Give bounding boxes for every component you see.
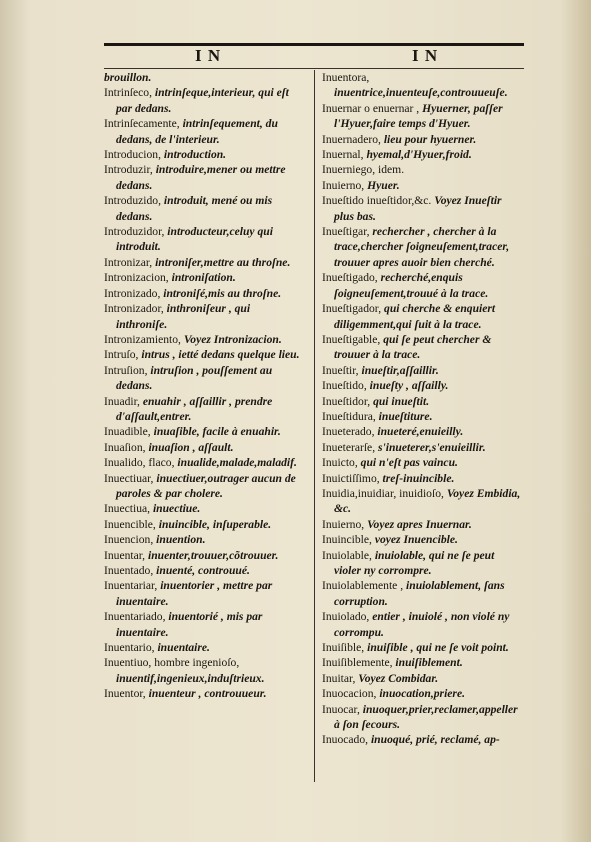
entry-headword: Intrinſecamente, <box>104 117 180 131</box>
dictionary-entry <box>322 732 522 747</box>
dictionary-entry <box>104 255 304 270</box>
dictionary-entry <box>104 686 304 701</box>
entry-headword: Inuicto, <box>322 456 358 470</box>
entry-headword: Intronizacion, <box>104 271 169 285</box>
entry-translation: inuocation,priere. <box>379 687 465 701</box>
dictionary-entry <box>322 332 522 363</box>
entry-headword: Inueſtido, <box>322 379 367 393</box>
entry-headword: Inuencion, <box>104 533 154 547</box>
dictionary-entry <box>322 162 522 177</box>
column-divider <box>314 70 315 782</box>
entry-headword: Inuocar, <box>322 702 360 716</box>
dictionary-entry <box>322 532 522 547</box>
entry-headword: Inueſtigable, <box>322 332 381 346</box>
entry-headword: Inuectiua, <box>104 502 151 516</box>
dictionary-entry <box>104 116 304 147</box>
dictionary-entry <box>104 332 304 347</box>
dictionary-entry <box>322 655 522 670</box>
entry-translation: inuectiue. <box>152 502 201 516</box>
dictionary-entry <box>104 424 304 439</box>
entry-translation: recherché,enquis ſoigneuſement,trouué à la trace. <box>334 271 489 300</box>
dictionary-entry <box>104 609 304 640</box>
entry-headword: Inueſtigar, <box>322 225 370 239</box>
entry-translation: intruſion , pouſſement au dedans. <box>116 363 273 393</box>
entry-translation: Voyez Intronizacion. <box>183 332 282 346</box>
entry-translation: inuiolablement, ſans corruption. <box>334 579 505 608</box>
entry-headword: Inuiſiblemente, <box>322 656 393 670</box>
running-head-right: I N <box>412 46 439 65</box>
entry-headword: Introduzidor, <box>104 225 165 239</box>
dictionary-entry <box>104 532 304 547</box>
entry-headword: Intruſo, <box>104 348 139 362</box>
dictionary-entry <box>322 671 522 686</box>
entry-translation: qui ſe peut chercher & trouuer à la trace. <box>334 332 492 362</box>
entry-headword: Inuerniego, idem. <box>322 163 405 177</box>
dictionary-entry <box>104 301 304 332</box>
entry-translation: Voyez Embidia, &c. <box>334 486 521 516</box>
entry-headword: Introduzir, <box>104 163 153 177</box>
entry-translation: inuentorier , mettre par inuentaire. <box>116 579 273 608</box>
dictionary-entry <box>322 409 522 424</box>
entry-headword: Inuencible, <box>104 517 156 531</box>
entry-translation: intrinſequement, du dedans, de l'interieur. <box>116 117 278 146</box>
entry-translation: introduction. <box>163 148 227 162</box>
entry-translation: Voyez apres Inuernar. <box>367 517 472 531</box>
entry-translation: inuectiuer,outrager aucun de paroles & par cholere. <box>116 471 296 500</box>
entry-translation: brouillon. <box>104 71 152 84</box>
entry-headword: Intruſion, <box>104 363 148 377</box>
entry-translation: inuincible, inſuperable. <box>158 517 272 531</box>
entry-translation: qui cherche & enquiert diligemment,qui ſuit à la trace. <box>334 302 496 331</box>
entry-translation: intrinſeque,interieur, qui eſt par dedans. <box>116 86 289 115</box>
dictionary-entry <box>322 686 522 701</box>
dictionary-entry <box>104 70 304 85</box>
entry-headword: Intronizado, <box>104 286 161 300</box>
entry-translation: treſ-inuincible. <box>382 471 455 485</box>
entry-translation: inuentorié , mis par inuentaire. <box>116 610 263 639</box>
dictionary-entry <box>322 70 522 101</box>
dictionary-entry <box>104 517 304 532</box>
dictionary-entry <box>322 147 522 162</box>
dictionary-entry <box>104 471 304 502</box>
entry-headword: Intronizar, <box>104 255 153 269</box>
dictionary-entry <box>104 224 304 255</box>
dictionary-entry <box>322 702 522 733</box>
entry-headword: Inuentado, <box>104 564 154 577</box>
dictionary-entry <box>104 501 304 516</box>
right-column <box>322 70 522 748</box>
entry-headword: Inueſtidura, <box>322 409 376 423</box>
entry-headword: Inuentariado, <box>104 610 166 624</box>
entry-headword: Inueſtigado, <box>322 271 378 285</box>
dictionary-entry <box>322 609 522 640</box>
entry-translation: rechercher , chercher à la trace,chercher ſoigneuſement,tracer, trouuer apres auoir bien cherché. <box>334 225 510 269</box>
dictionary-entry <box>104 270 304 285</box>
dictionary-entry <box>104 640 304 655</box>
entry-translation: inuentrice,inuenteuſe,controuueuſe. <box>334 86 508 100</box>
entry-headword: Inuentar, <box>104 548 146 562</box>
entry-headword: Inuiſible, <box>322 641 365 655</box>
dictionary-entry <box>104 578 304 609</box>
dictionary-entry <box>104 394 304 425</box>
dictionary-entry <box>104 147 304 162</box>
entry-headword: Inuiolablemente , <box>322 579 404 593</box>
dictionary-entry <box>322 270 522 301</box>
entry-headword: Inuernal, <box>322 148 364 162</box>
entry-headword: Intronizador, <box>104 302 164 316</box>
entry-translation: inualide,malade,maladif. <box>177 456 297 470</box>
entry-headword: Inuentora, <box>322 71 370 84</box>
entry-headword: Inuernar o enuernar , <box>322 101 420 115</box>
entry-headword: Inuitar, <box>322 671 356 685</box>
dictionary-entry <box>322 548 522 579</box>
entry-translation: inueſtiture. <box>378 409 433 423</box>
dictionary-entry <box>322 424 522 439</box>
entry-headword: Inualido, flaco, <box>104 456 175 470</box>
entry-translation: Hyuerner, paſſer l'Hyuer,faire temps d'Hyuer. <box>334 101 503 131</box>
entry-translation: inuoquer,prier,reclamer,appeller à ſon ſecours. <box>334 702 518 732</box>
entry-headword: Introduzido, <box>104 194 161 208</box>
entry-headword: Inuincible, <box>322 533 372 547</box>
entry-translation: hyemal,d'Hyuer,froid. <box>366 148 472 162</box>
dictionary-entry <box>104 563 304 578</box>
dictionary-entry <box>322 578 522 609</box>
entry-translation: enuahir , aſſaillir , prendre d'aſſault,entrer. <box>116 394 273 423</box>
entry-translation: inuenter,trouuer,cõtrouuer. <box>147 548 279 562</box>
entry-headword: Inuierno, <box>322 178 365 192</box>
entry-translation: inuentaire. <box>157 641 210 655</box>
dictionary-entry <box>322 363 522 378</box>
entry-translation: Hyuer. <box>367 178 400 192</box>
entry-translation: qui inueſtit. <box>373 394 430 408</box>
entry-translation: inueteré,enuieilly. <box>377 425 464 439</box>
entry-headword: Inuocado, <box>322 733 369 747</box>
dictionary-entry <box>104 286 304 301</box>
entry-headword: Inuictiſſimo, <box>322 471 380 485</box>
entry-translation: intrus , ietté dedans quelque lieu. <box>141 348 300 362</box>
entry-headword: Inuentario, <box>104 641 155 655</box>
dictionary-entry <box>104 455 304 470</box>
entry-headword: Inueterado, <box>322 425 375 439</box>
dictionary-entry <box>104 85 304 116</box>
entry-headword: Inueſtidor, <box>322 394 371 408</box>
entry-translation: inueſtir,aſſaillir. <box>361 363 439 377</box>
entry-translation: Voyez Inueſtir plus bas. <box>334 194 502 223</box>
entry-translation: inuoqué, prié, reclamé, ap- <box>370 733 500 747</box>
entry-translation: inuiſiblement. <box>395 656 463 670</box>
dictionary-entry <box>104 162 304 193</box>
dictionary-entry <box>322 517 522 532</box>
entry-translation: introniſé,mis au throſne. <box>163 286 282 300</box>
dictionary-entry <box>322 193 522 224</box>
dictionary-entry <box>104 363 304 394</box>
entry-headword: Inuentariar, <box>104 579 158 593</box>
entry-translation: lieu pour hyuerner. <box>383 132 477 146</box>
entry-translation: inuaſible, facile à enuahir. <box>153 425 281 439</box>
entry-translation: s'inueterer,s'enuieillir. <box>378 440 486 454</box>
dictionary-entry <box>322 440 522 455</box>
entry-translation: inuenteur , controuueur. <box>148 687 267 701</box>
entry-headword: Intrinſeco, <box>104 86 152 100</box>
entry-translation: introduit, mené ou mis dedans. <box>116 194 273 223</box>
header-underline <box>104 68 524 69</box>
entry-translation: inueſty , aſſailly. <box>369 379 449 393</box>
entry-translation: inuention. <box>156 533 206 547</box>
dictionary-entry <box>322 455 522 470</box>
entry-translation: entier , inuiolé , non violé ny corrompu. <box>334 610 510 639</box>
entry-translation: Voyez Combidar. <box>358 671 439 685</box>
dictionary-entry <box>104 440 304 455</box>
dictionary-entry <box>104 548 304 563</box>
entry-translation: qui n'eſt pas vaincu. <box>360 456 458 470</box>
dictionary-entry <box>322 394 522 409</box>
dictionary-entry <box>322 486 522 517</box>
entry-headword: Inuentiuo, hombre ingenioſo, <box>104 656 240 670</box>
entry-headword: Inuernadero, <box>322 132 381 146</box>
running-head-left: I N <box>195 46 222 65</box>
dictionary-entry <box>322 178 522 193</box>
entry-headword: Inueſtir, <box>322 363 359 377</box>
entry-headword: Inuocacion, <box>322 687 377 701</box>
entry-translation: inuenté, controuué. <box>156 564 250 577</box>
dictionary-entry <box>322 471 522 486</box>
entry-translation: inuaſion , aſſault. <box>148 440 234 454</box>
dictionary-entry <box>322 101 522 132</box>
entry-headword: Inuentor, <box>104 687 146 701</box>
dictionary-entry <box>322 132 522 147</box>
left-column <box>104 70 304 702</box>
entry-headword: Inuidia,inuidiar, inuidioſo, <box>322 486 444 500</box>
dictionary-entry <box>322 301 522 332</box>
entry-translation: inuentif,ingenieux,induſtrieux. <box>116 671 265 685</box>
entry-headword: Inuierno, <box>322 517 365 531</box>
entry-headword: Inuadir, <box>104 394 140 408</box>
dictionary-entry <box>104 193 304 224</box>
entry-headword: Intronizamiento, <box>104 332 181 346</box>
dictionary-entry <box>104 655 304 686</box>
entry-translation: inuiolable, qui ne ſe peut violer ny corrompre. <box>334 548 495 577</box>
entry-headword: Introducion, <box>104 148 161 162</box>
entry-headword: Inuiolado, <box>322 610 370 624</box>
entry-translation: inuiſible , qui ne ſe voit point. <box>367 641 509 655</box>
entry-translation: voyez Inuencible. <box>374 533 458 547</box>
entry-headword: Inuiolable, <box>322 548 372 562</box>
entry-headword: Inueſtido inueſtidor,&c. <box>322 194 432 208</box>
entry-translation: introniſation. <box>171 271 236 285</box>
entry-translation: introducteur,celuy qui introduit. <box>116 225 273 254</box>
dictionary-entry <box>322 640 522 655</box>
entry-headword: Inueterarſe, <box>322 440 376 454</box>
entry-translation: introduire,mener ou mettre dedans. <box>116 163 286 192</box>
entry-translation: inthroniſeur , qui inthroniſe. <box>116 302 251 331</box>
entry-headword: Inuadible, <box>104 425 151 439</box>
entry-translation: introniſer,mettre au throſne. <box>155 255 291 269</box>
dictionary-entry <box>322 224 522 270</box>
header-rule <box>104 43 524 46</box>
dictionary-entry <box>104 347 304 362</box>
entry-headword: Inuaſion, <box>104 440 146 454</box>
dictionary-entry <box>322 378 522 393</box>
entry-headword: Inuectiuar, <box>104 471 154 485</box>
entry-headword: Inueſtigador, <box>322 302 382 316</box>
